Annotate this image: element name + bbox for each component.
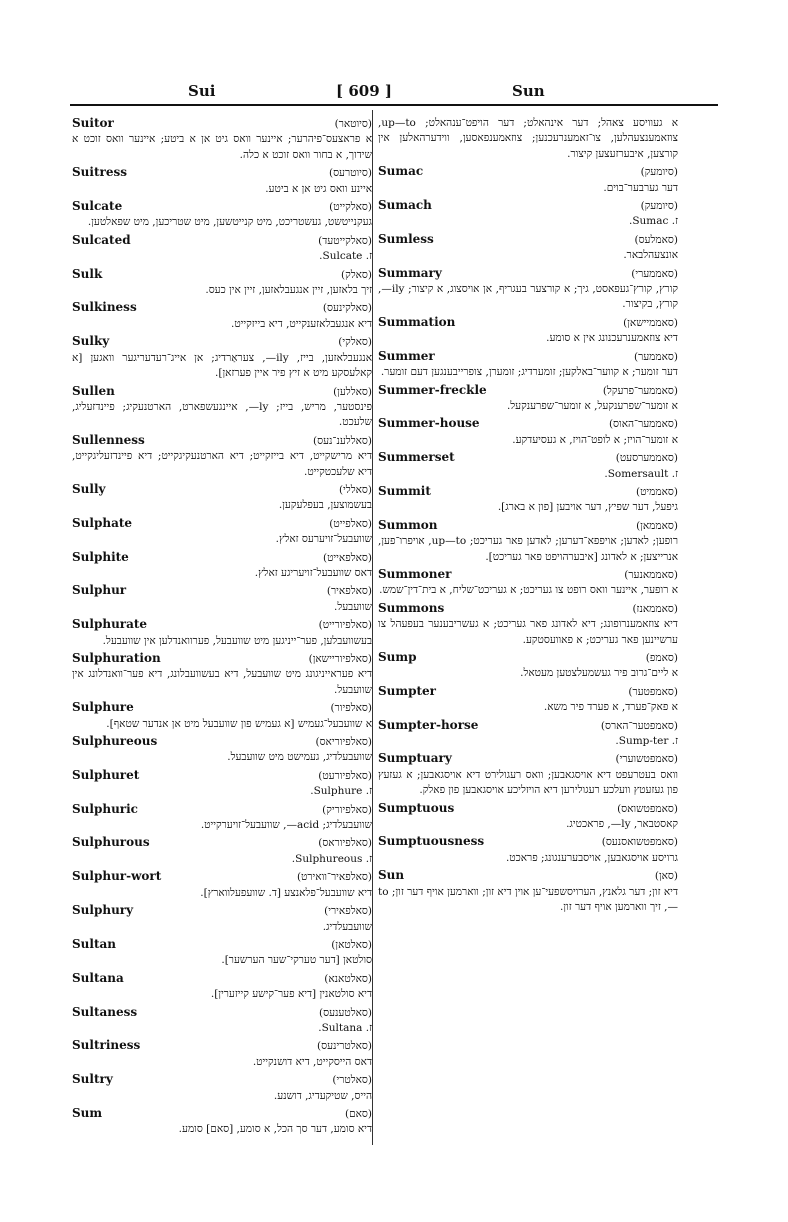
headword: Sumac [378, 164, 424, 179]
headword: Sum [72, 1105, 103, 1120]
pronunciation: (סאלפאייט) [322, 551, 372, 564]
definition: דיא סולטאנין [דיא פער־קישע קייזערין]. [210, 988, 372, 1001]
entry-head [378, 383, 678, 399]
dictionary-entry [72, 617, 372, 649]
headword: Sultry [72, 1072, 113, 1087]
entry-head [72, 1038, 372, 1054]
definition: א פאק־פערד, א פערד פיר משא. [543, 701, 678, 714]
entry-head [72, 768, 372, 784]
headword: Suitress [72, 165, 127, 180]
definition: דיא צוזאמענרופונג; דיא לאדונג פאר געריכט; א געשריבענער בעפעהל צו ערשיינען פאר געריכט; א פאוועסטקע. [378, 618, 678, 646]
definition: סולטאן [דער טערקי־שער הערשער]. [221, 954, 372, 967]
headword: Sumach [378, 198, 432, 213]
pronunciation: (סאממיישאן) [623, 316, 678, 329]
definition: דאס שוועבעל־זויעריגע זאלץ. [254, 566, 372, 579]
dictionary-entry [72, 334, 372, 381]
pronunciation: (סאללען) [333, 385, 372, 398]
entry-head [378, 315, 678, 331]
definition: דיא אנגעבלאזענקייט, דיא בייזקייט. [230, 317, 372, 330]
definition: דיא סומע, דער סך הכל, א סומע, [סאם] סומע. [178, 1123, 372, 1136]
page-number: [ 609 ] [336, 82, 392, 100]
definition: בעשמוצען, בעפלעקען. [278, 499, 372, 512]
headword: Sulky [72, 334, 110, 349]
pronunciation: (סאלקי) [338, 336, 372, 349]
definition: אנגעבלאזען, בייז, ily—, צעראַרדיג; אן אייג־רעדעריגער וואגען [א קאלעסקע מיט א זיץ פיר איין פערזאן]. [72, 351, 372, 380]
dictionary-entry [378, 718, 678, 750]
pronunciation: (סאממערסעט) [615, 452, 678, 465]
definition: שוועבעל־זויערעס זאלץ. [275, 533, 372, 546]
headword: Sultana [72, 970, 124, 985]
dictionary-entry [378, 684, 678, 716]
dictionary-entry [378, 349, 678, 381]
entry-head [378, 266, 678, 282]
definition: דיא צוזאמענרעכנונג אין א סומע. [546, 332, 678, 345]
dictionary-entry [378, 232, 678, 264]
definition: א געוויסע צאהל; דער אינהאלט; דער הויפט־ענהאלט; up—to, צוזאמענצעהלען, צו־זאמענרעכנען; צוזאמענפאסען, ווידערהאלען אין קורצען, איבערזעצען קיצור. [378, 117, 678, 160]
entry-head [378, 650, 678, 666]
pronunciation: (סאממער־האוס) [608, 418, 678, 431]
headword: Sumptuousness [378, 834, 485, 849]
pronunciation: (סאלפייט) [329, 517, 372, 530]
dictionary-entry [72, 199, 372, 231]
headword: Summer-house [378, 416, 480, 431]
dictionary-entry [72, 903, 372, 935]
dictionary-entry [378, 450, 678, 482]
pronunciation: (סאלפאיר) [326, 585, 372, 598]
headword: Sulphur-wort [72, 869, 162, 884]
entry-head [72, 1106, 372, 1122]
right-column [378, 116, 678, 1144]
left-column [72, 116, 372, 1144]
definition: שוועבעל. [333, 600, 372, 613]
headword: Sumptuary [378, 751, 452, 766]
pronunciation: (סאלפיורעט) [318, 769, 372, 782]
definition: דיא פעראייניגונג מיט שוועבעל, דיא בעשוועבלונג, דיא פער־וואנדלונג אין שוועבעל. [72, 668, 372, 696]
pronunciation: (סאמפטער־הארס) [600, 719, 678, 732]
entry-head [72, 617, 372, 633]
definition: ז. Sulphureous. [291, 852, 372, 865]
headword: Summary [378, 265, 442, 280]
definition: גרויסע אויסגאבען, אויסבערענגונג; פראכט. [505, 851, 678, 864]
entry-head [72, 971, 372, 987]
headword: Sumpter [378, 683, 436, 698]
dictionary-entry [72, 1106, 372, 1138]
definition: ז. Somersault. [604, 467, 678, 480]
entry-head [72, 116, 372, 132]
headword: Summoner [378, 566, 452, 581]
pronunciation: (סאממער־פרעקל) [602, 384, 678, 397]
entry-head [378, 751, 678, 767]
pronunciation: (סאמפטער) [628, 685, 678, 698]
definition: א שוועבעל־געמיש [א געמיש פון שוועבעל מיט אן אנדער שטאף]. [106, 717, 372, 730]
definition: בעשוועבלען, פער־ייניגען מיט שוועבעל, פערוואנדלען אין שוועבעל. [102, 634, 372, 647]
headword: Sully [72, 481, 106, 496]
definition: א פראצעס־פיהרער; איינער וואס גיט אן א ביטע; איינער וואס זוכט א שידוך, א בחור וואס זוכט א כלה. [72, 133, 372, 161]
dictionary-entry [378, 116, 678, 162]
pronunciation: (סאלטענעס) [319, 1006, 372, 1019]
pronunciation: (סאלפיוריק) [322, 803, 372, 816]
headword: Sulk [72, 266, 103, 281]
pronunciation: (סאלפיורייט) [318, 619, 372, 632]
headword: Sulphury [72, 903, 134, 918]
dictionary-entry [72, 550, 372, 582]
pronunciation: (סיומעק) [640, 200, 678, 213]
definition: איינע וואס גיט אן א ביטע. [265, 182, 372, 195]
headword: Sulphureous [72, 734, 158, 749]
dictionary-entry [378, 266, 678, 313]
dictionary-entry [378, 868, 678, 915]
dictionary-entry [378, 383, 678, 415]
entry-head [378, 718, 678, 734]
entry-head [378, 232, 678, 248]
header-rule [70, 104, 718, 106]
definition: א רופער, איינער וואס רופט צו געריכט; א געריכט־שליח, א בית־דין־שמש. [379, 584, 678, 597]
dictionary-entry [72, 1072, 372, 1104]
entry-head [378, 518, 678, 534]
entry-head [72, 300, 372, 316]
dictionary-entry [378, 650, 678, 682]
headword: Sun [378, 868, 405, 883]
pronunciation: (סאמפטשואסנעס) [601, 836, 678, 849]
pronunciation: (סיוטרעס) [328, 167, 372, 180]
pronunciation: (סיוטאר) [334, 118, 372, 130]
definition: אונצעהלבאר. [623, 249, 678, 262]
pronunciation: (סאללענ־נעס) [313, 434, 372, 447]
dictionary-entry [378, 601, 678, 648]
headword: Sulphuration [72, 651, 161, 665]
dictionary-entry [72, 835, 372, 867]
entry-head [72, 583, 372, 599]
headword: Sumptuous [378, 800, 455, 815]
headword: Sump [378, 650, 417, 664]
headword: Sullen [72, 383, 115, 398]
pronunciation: (סאמפטשואס) [617, 802, 678, 815]
definition: הייס, שטיקעדיג, דושנע. [273, 1089, 372, 1102]
headword: Sulphuric [72, 801, 138, 816]
entry-head [72, 334, 372, 350]
definition: שוועבעלדיג. [322, 920, 372, 933]
headword: Sulphate [72, 515, 133, 530]
definition: דיא מרישקייט, דיא בייזקייט; דיא הארטנעקיגקייט; דיא פיינדזעליגקייט, דיא שלעכטקייט. [72, 450, 372, 478]
dictionary-entry [72, 700, 372, 732]
headword: Summer-freckle [378, 382, 487, 397]
pronunciation: (סאלקייט) [329, 201, 372, 214]
definition: ז. Sump-ter. [615, 735, 678, 748]
headword: Summon [378, 517, 438, 532]
pronunciation: (סיומעק) [640, 166, 678, 179]
dictionary-entry [72, 768, 372, 800]
dictionary-entry [378, 567, 678, 599]
definition: א ליים־גרוב פיר געשמעלצטען מעטאל. [520, 667, 678, 680]
definition: דער זומער; א קווער־באלקען; זומערדיג; זומערן, צופרייבענגען דעם זומער. [380, 366, 678, 379]
pronunciation: (סאן) [654, 870, 678, 883]
pronunciation: (סאמפטשוערי) [615, 753, 678, 766]
definition: דיא זון; דער גלאנץ, הערויסשפעי־ען אוין דיא זון; ווארמען אויף דער זון; to—, זיך ווארמען אויף דער זון. [378, 885, 678, 914]
entry-head [72, 233, 372, 249]
entry-head [72, 165, 372, 181]
dictionary-entry [378, 315, 678, 347]
entry-head [72, 903, 372, 919]
pronunciation: (סאם) [344, 1107, 372, 1120]
headword: Sulkiness [72, 300, 137, 315]
dictionary-entry [378, 484, 678, 516]
dictionary-entry [72, 937, 372, 969]
pronunciation: (סאלטרי) [332, 1074, 372, 1087]
definition: געקנייטשט, געשטריכט, מיט קנייטשען, מיט שטריכען, מיט שפאלטען. [87, 216, 372, 229]
definition: א זומער־הויז; א לופט־הויז, א געסיעדקע. [512, 433, 678, 446]
pronunciation: (סאלטאן) [331, 938, 372, 951]
headword: Summerset [378, 450, 455, 465]
entry-head [72, 734, 372, 750]
definition: קורץ, קורץ־געפאסט, גיך; א קורצער בעגריף, אן אויסצוג, א קיצור; ily—, קורץ, בקיצור. [378, 283, 678, 311]
pronunciation: (סאלטאנא) [324, 972, 372, 985]
pronunciation: (סאממאן) [636, 519, 678, 532]
headword: Summit [378, 483, 431, 498]
dictionary-entry [72, 433, 372, 480]
headword: Sultaness [72, 1004, 138, 1019]
headword: Sultriness [72, 1038, 141, 1053]
pronunciation: (סאממיט) [635, 485, 678, 498]
headword: Sultan [72, 936, 116, 951]
entry-head [72, 267, 372, 283]
definition: שוועבעלדיג, געמישט מיט שוועבעל. [227, 751, 372, 764]
dictionary-entry [378, 801, 678, 833]
headword: Sullenness [72, 432, 145, 447]
dictionary-entry [72, 869, 372, 901]
pronunciation: (סאלפיוראס) [318, 837, 372, 850]
headword: Summer [378, 348, 435, 363]
dictionary-entry [72, 971, 372, 1003]
entry-head [72, 835, 372, 851]
definition: פינסטער, מריש, בייז; ly—, איינגעשפארט, הארטנעקיג; פיינדזעליג, שלעכט. [72, 400, 372, 429]
definition: דיא שוועבעל־פלאנצע [ד. שוועפעלווארץ]. [200, 886, 372, 899]
headword: Sumless [378, 231, 434, 246]
entry-head [378, 684, 678, 700]
dictionary-entry [72, 300, 372, 332]
pronunciation: (סאלקינעס) [322, 302, 372, 315]
pronunciation: (סאממאנז) [632, 602, 678, 615]
entry-head [72, 1072, 372, 1088]
definition: קאסטבאר, ly—, פראכטיג. [566, 818, 678, 831]
entry-head [378, 164, 678, 180]
entry-head [72, 384, 372, 400]
headword: Sulphur [72, 583, 127, 598]
entry-head [72, 1005, 372, 1021]
pronunciation: (סאללי) [338, 483, 372, 496]
definition: שוועבעלדיג; acid—, שוועבעל־זויערקייט. [200, 819, 372, 832]
dictionary-entry [378, 416, 678, 448]
headword: Sulcate [72, 199, 123, 214]
entry-head [72, 516, 372, 532]
headword: Sulphurous [72, 835, 150, 850]
dictionary-entry [72, 267, 372, 299]
entry-head [378, 198, 678, 214]
definition: ז. Sulphure. [310, 785, 372, 798]
dictionary-entry [72, 384, 372, 431]
dictionary-entry [72, 1005, 372, 1037]
pronunciation: (סאלקייטעד) [318, 234, 372, 247]
entry-head [378, 801, 678, 817]
entry-head [72, 802, 372, 818]
pronunciation: (סאלק) [341, 268, 372, 281]
entry-head [378, 349, 678, 365]
definition: דער גערבער־בוים. [603, 181, 678, 194]
column-divider [372, 110, 373, 1145]
definition: ז. Sultana. [318, 1021, 372, 1034]
definition: דאס הייסקייט, דיא דושנקייט. [252, 1055, 372, 1068]
definition: רופען; לאדען; אויפפא־דערען; לאדען פאר געריכט; up—to, אויפרו־פען, אנרייצען; א לאדונג [איבערהויפט פאר געריכט]. [378, 535, 678, 563]
entry-head [378, 834, 678, 850]
pronunciation: (סאממאנער) [624, 568, 678, 581]
definition: ז. Sulcate. [319, 250, 372, 263]
dictionary-entry [72, 233, 372, 265]
headword: Sulphuret [72, 767, 140, 782]
entry-head [72, 700, 372, 716]
page-header-right: Sun [512, 82, 545, 100]
dictionary-entry [72, 802, 372, 834]
entry-head [72, 869, 372, 885]
pronunciation: (סאלטרינעס) [317, 1040, 372, 1053]
dictionary-entry [378, 834, 678, 866]
pronunciation: (סאמלעס) [634, 233, 678, 246]
dictionary-entry [72, 734, 372, 766]
entry-head [378, 868, 678, 884]
entry-head [72, 651, 372, 667]
entry-head [378, 567, 678, 583]
headword: Sulphurate [72, 617, 148, 632]
definition: גיפעל, דער שפיץ, דער אויבען [פון א בארג]. [497, 501, 678, 514]
pronunciation: (סאלפיוריישאן) [308, 653, 372, 665]
dictionary-entry [72, 165, 372, 197]
headword: Sumpter-horse [378, 717, 479, 732]
dictionary-entry [72, 516, 372, 548]
pronunciation: (סאממערי) [631, 267, 678, 280]
dictionary-entry [72, 583, 372, 615]
entry-head [378, 416, 678, 432]
pronunciation: (סאלפאיר־וואירט) [296, 871, 372, 884]
entry-head [378, 484, 678, 500]
page-header-left: Sui [188, 82, 216, 100]
entry-head [72, 550, 372, 566]
dictionary-entry [378, 164, 678, 196]
pronunciation: (סאלפיוריאס) [315, 736, 372, 749]
dictionary-entry [72, 116, 372, 163]
headword: Summons [378, 600, 445, 615]
entry-head [72, 937, 372, 953]
headword: Sulphure [72, 700, 134, 715]
definition: זיך בלאזען, זיין אנגעבלאזען, זיין אין כעס. [205, 284, 372, 297]
dictionary-entry [378, 751, 678, 798]
headword: Sulphite [72, 549, 129, 564]
dictionary-entry [378, 198, 678, 230]
pronunciation: (סאמפ) [645, 652, 678, 664]
headword: Sulcated [72, 232, 131, 247]
dictionary-entry [72, 1038, 372, 1070]
entry-head [72, 199, 372, 215]
pronunciation: (סאממער) [633, 350, 678, 363]
dictionary-entry [72, 482, 372, 514]
headword: Suitor [72, 116, 114, 130]
entry-head [72, 482, 372, 498]
entry-head [378, 450, 678, 466]
definition: ז. Sumac. [628, 215, 678, 228]
headword: Summation [378, 314, 456, 329]
entry-head [72, 433, 372, 449]
definition: א זומער־שפרענקעל, א זומער־שפרענקעל. [506, 399, 678, 412]
entry-head [378, 601, 678, 617]
definition: וואס בעטרעפט דיא אויסגאבען; וואס רעגולירט דיא אויסגאבען; א געזעץ פון געזעטץ וועלכע רעגולירען דיא הויזליכע אויסגאבען פון פאלק. [378, 768, 678, 797]
dictionary-entry [378, 518, 678, 565]
dictionary-entry [72, 651, 372, 698]
pronunciation: (סאלפיור) [330, 702, 372, 715]
pronunciation: (סאלפאירי) [324, 905, 372, 918]
